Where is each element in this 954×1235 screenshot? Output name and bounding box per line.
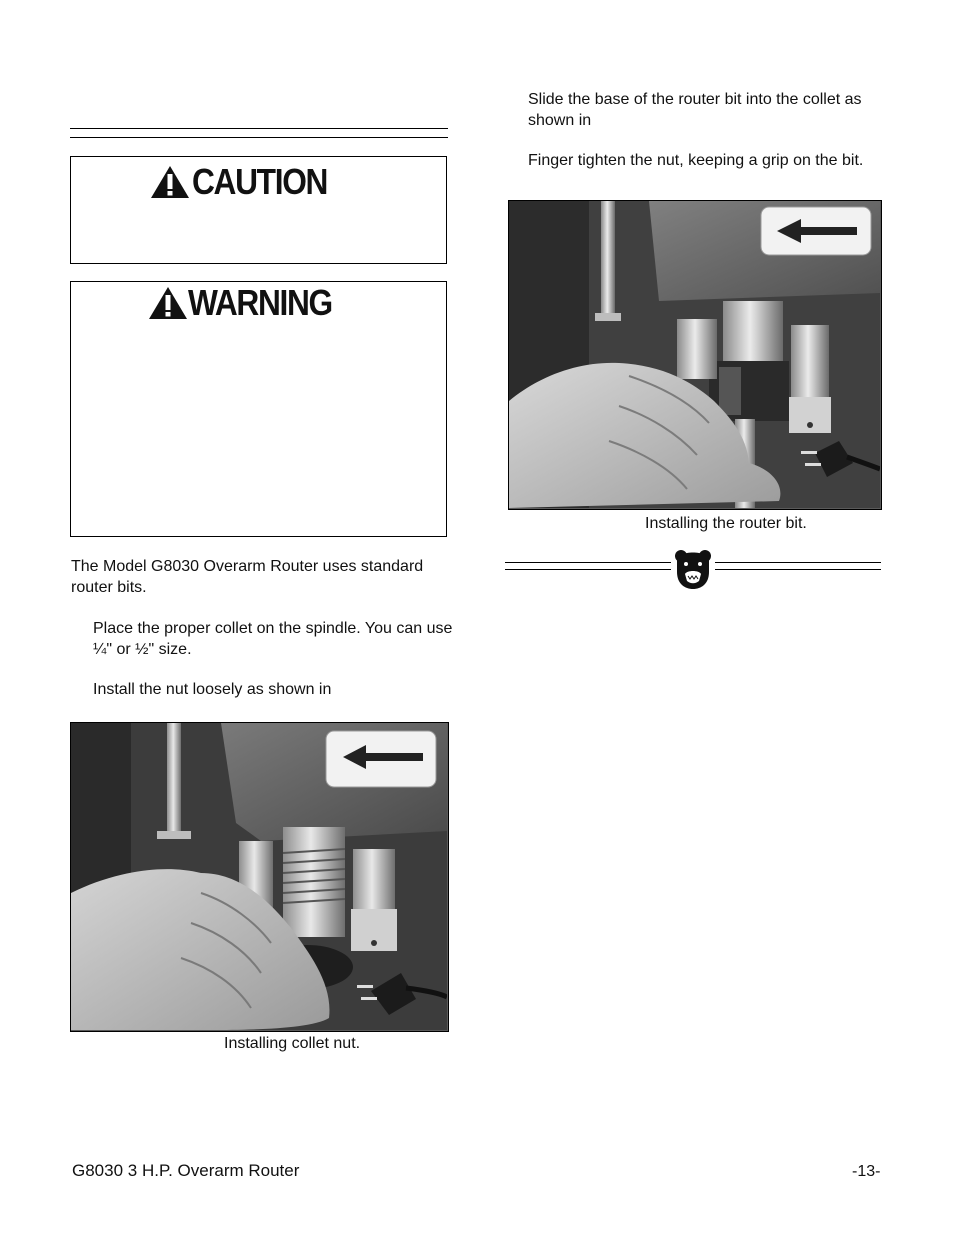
page-number: -13- xyxy=(852,1163,881,1180)
caution-label: CAUTION xyxy=(192,161,328,202)
footer-title: G8030 3 H.P. Overarm Router xyxy=(72,1161,300,1180)
bear-logo-icon xyxy=(673,548,713,590)
step-slide-bit: Slide the base of the router bit into the collet as shown in xyxy=(528,91,862,129)
step-finger-tighten: Finger tighten the nut, keeping a grip on the bit. xyxy=(528,152,864,169)
section-rule-bottom xyxy=(70,137,448,138)
section-divider xyxy=(505,548,881,590)
step-install-nut: Install the nut loosely as shown in xyxy=(93,681,332,698)
caution-banner xyxy=(150,163,346,201)
left-photo-caption: Installing collet nut. xyxy=(224,1035,361,1052)
warning-label: WARNING xyxy=(188,282,332,323)
warning-triangle-icon xyxy=(148,286,188,320)
warning-triangle-icon xyxy=(150,165,190,199)
step-place-collet: Place the proper collet on the spindle. You can use ¼" or ½" size. xyxy=(93,620,453,658)
intro-paragraph: The Model G8030 Overarm Router uses standard router bits. xyxy=(71,558,424,596)
right-photo-caption: Installing the router bit. xyxy=(645,515,807,532)
photo-installing-collet-nut xyxy=(70,722,449,1032)
section-rule-top xyxy=(70,128,448,129)
photo-installing-router-bit xyxy=(508,200,882,510)
warning-banner xyxy=(148,284,352,322)
